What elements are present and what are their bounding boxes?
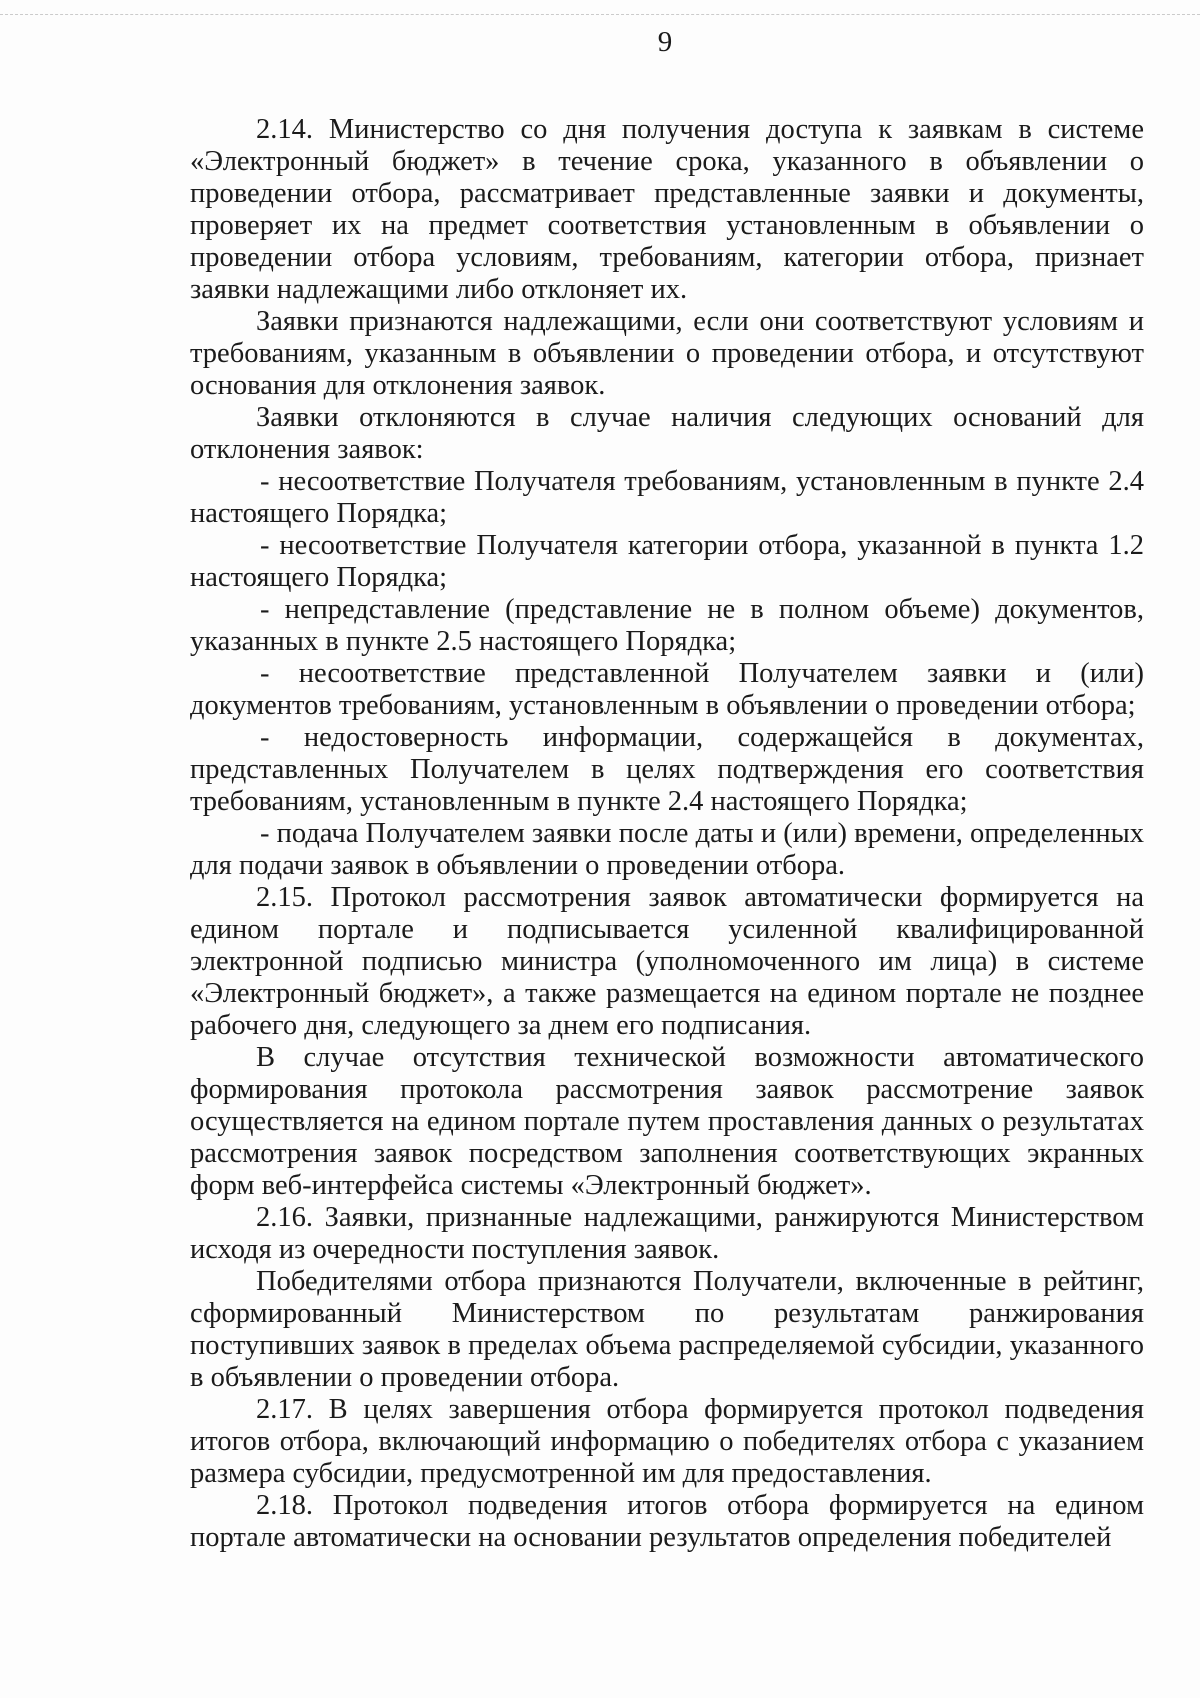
rejection-item: - несоответствие представленной Получателем заявки и (или) документов требованиям, установленным в объявлении о проведении отбора; <box>190 658 1144 721</box>
rejection-item: - несоответствие Получателя требованиям, установленным в пункте 2.4 настоящего Порядка; <box>190 466 1144 529</box>
rejection-item: - непредставление (представление не в полном объеме) документов, указанных в пункте 2.5 настоящего Порядка; <box>190 594 1144 657</box>
rejection-item: - подача Получателем заявки после даты и (или) времени, определенных для подачи заявок в объявлении о проведении отбора. <box>190 818 1144 881</box>
paragraph-winners: Победителями отбора признаются Получатели, включенные в рейтинг, сформированный Министерством по результатам ранжирования поступивших заявок в пределах объема распределяемой субсидии, указанного в объявлении о проведении отбора. <box>190 1266 1144 1393</box>
paragraph-2-14: 2.14. Министерство со дня получения доступа к заявкам в системе «Электронный бюджет» в течение срока, указанного в объявлении о проведении отбора, рассматривает представленные заявки и документы, проверяет их на предмет соответствия установленным в объявлении о проведении отбора условиям, требованиям, категории отбора, признает заявки надлежащими либо отклоняет их. <box>190 114 1144 305</box>
paragraph-2-16: 2.16. Заявки, признанные надлежащими, ранжируются Министерством исходя из очередности поступления заявок. <box>190 1202 1144 1265</box>
rejection-item: - несоответствие Получателя категории отбора, указанной в пункта 1.2 настоящего Порядка; <box>190 530 1144 593</box>
paragraph-2-18: 2.18. Протокол подведения итогов отбора формируется на едином портале автоматически на основании результатов определения победителей <box>190 1490 1144 1553</box>
document-body <box>190 114 1144 1554</box>
page-number: 9 <box>657 26 673 58</box>
paragraph-rejection-grounds: Заявки отклоняются в случае наличия следующих оснований для отклонения заявок: <box>190 402 1144 465</box>
paragraph-no-technical-possibility: В случае отсутствия технической возможности автоматического формирования протокола рассмотрения заявок рассмотрение заявок осуществляется на едином портале путем проставления данных о результатах рассмотрения заявок посредством заполнения соответствующих экранных форм веб-интерфейса системы «Электронный бюджет». <box>190 1042 1144 1201</box>
paragraph-2-17: 2.17. В целях завершения отбора формируется протокол подведения итогов отбора, включающий информацию о победителях отбора с указанием размера субсидии, предусмотренной им для предоставления. <box>190 1394 1144 1489</box>
paragraph-applications-proper: Заявки признаются надлежащими, если они соответствуют условиям и требованиям, указанным в объявлении о проведении отбора, и отсутствуют основания для отклонения заявок. <box>190 306 1144 401</box>
paragraph-2-15: 2.15. Протокол рассмотрения заявок автоматически формируется на едином портале и подписывается усиленной квалифицированной электронной подписью министра (уполномоченного им лица) в системе «Электронный бюджет», а также размещается на едином портале не позднее рабочего дня, следующего за днем его подписания. <box>190 882 1144 1041</box>
rejection-item: - недостоверность информации, содержащейся в документах, представленных Получателем в целях подтверждения его соответствия требованиям, установленным в пункте 2.4 настоящего Порядка; <box>190 722 1144 817</box>
scan-edge-artifact <box>0 14 1200 19</box>
